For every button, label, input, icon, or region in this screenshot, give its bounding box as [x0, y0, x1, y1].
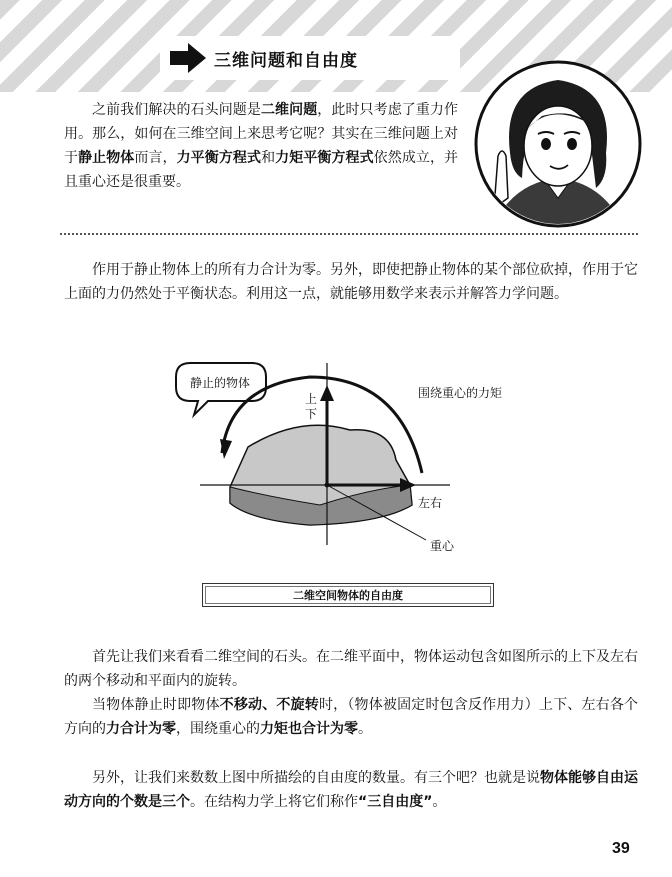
paragraph-degrees-count: 另外，让我们来数数上图中所描绘的自由度的数量。有三个吧？也就是说物体能够自由运动方向的个数是三个。在结构力学上将它们称作“三自由度”。	[64, 770, 638, 810]
explanation-paragraph: 作用于静止物体上的所有力合计为零。另外，即使把静止物体的某个部位砍掉，作用于它上面的力仍然处于平衡状态。利用这一点，就能够用数学来表示并解答力学问题。	[64, 262, 638, 302]
up-label: 上	[305, 392, 318, 406]
paragraph-2d-rock: 首先让我们来看看二维空间的石头。在二维平面中，物体运动包含如图所示的上下及左右的两个移动和平面内的旋转。	[64, 649, 638, 689]
bubble-label: 静止的物体	[190, 376, 251, 390]
down-label: 下	[305, 407, 318, 421]
paragraph-static-condition: 当物体静止时即物体不移动、不旋转时，（物体被固定时包含反作用力）上下、左右各个方向的力合计为零，围绕重心的力矩也合计为零。	[64, 697, 639, 737]
intro-paragraph: 之前我们解决的石头问题是二维问题，此时只考虑了重力作用。那么，如何在三维空间上来思考它呢？其实在三维问题上对于静止物体而言，力平衡方程式和力矩平衡方程式依然成立，并且重心还是很重要。	[64, 102, 459, 190]
degrees-of-freedom-diagram	[150, 355, 510, 580]
up-arrowhead	[320, 385, 334, 401]
center-label: 重心	[430, 539, 455, 553]
page-number: 39	[612, 840, 630, 857]
character-portrait	[472, 58, 644, 230]
rotation-label: 围绕重心的力矩	[418, 386, 503, 400]
section-title: 三维问题和自由度	[214, 51, 358, 71]
figure-caption: 二维空间物体的自由度	[202, 583, 494, 607]
dotted-divider	[60, 233, 638, 235]
arrow-right-icon	[170, 43, 206, 73]
left-right-label: 左右	[418, 496, 443, 510]
